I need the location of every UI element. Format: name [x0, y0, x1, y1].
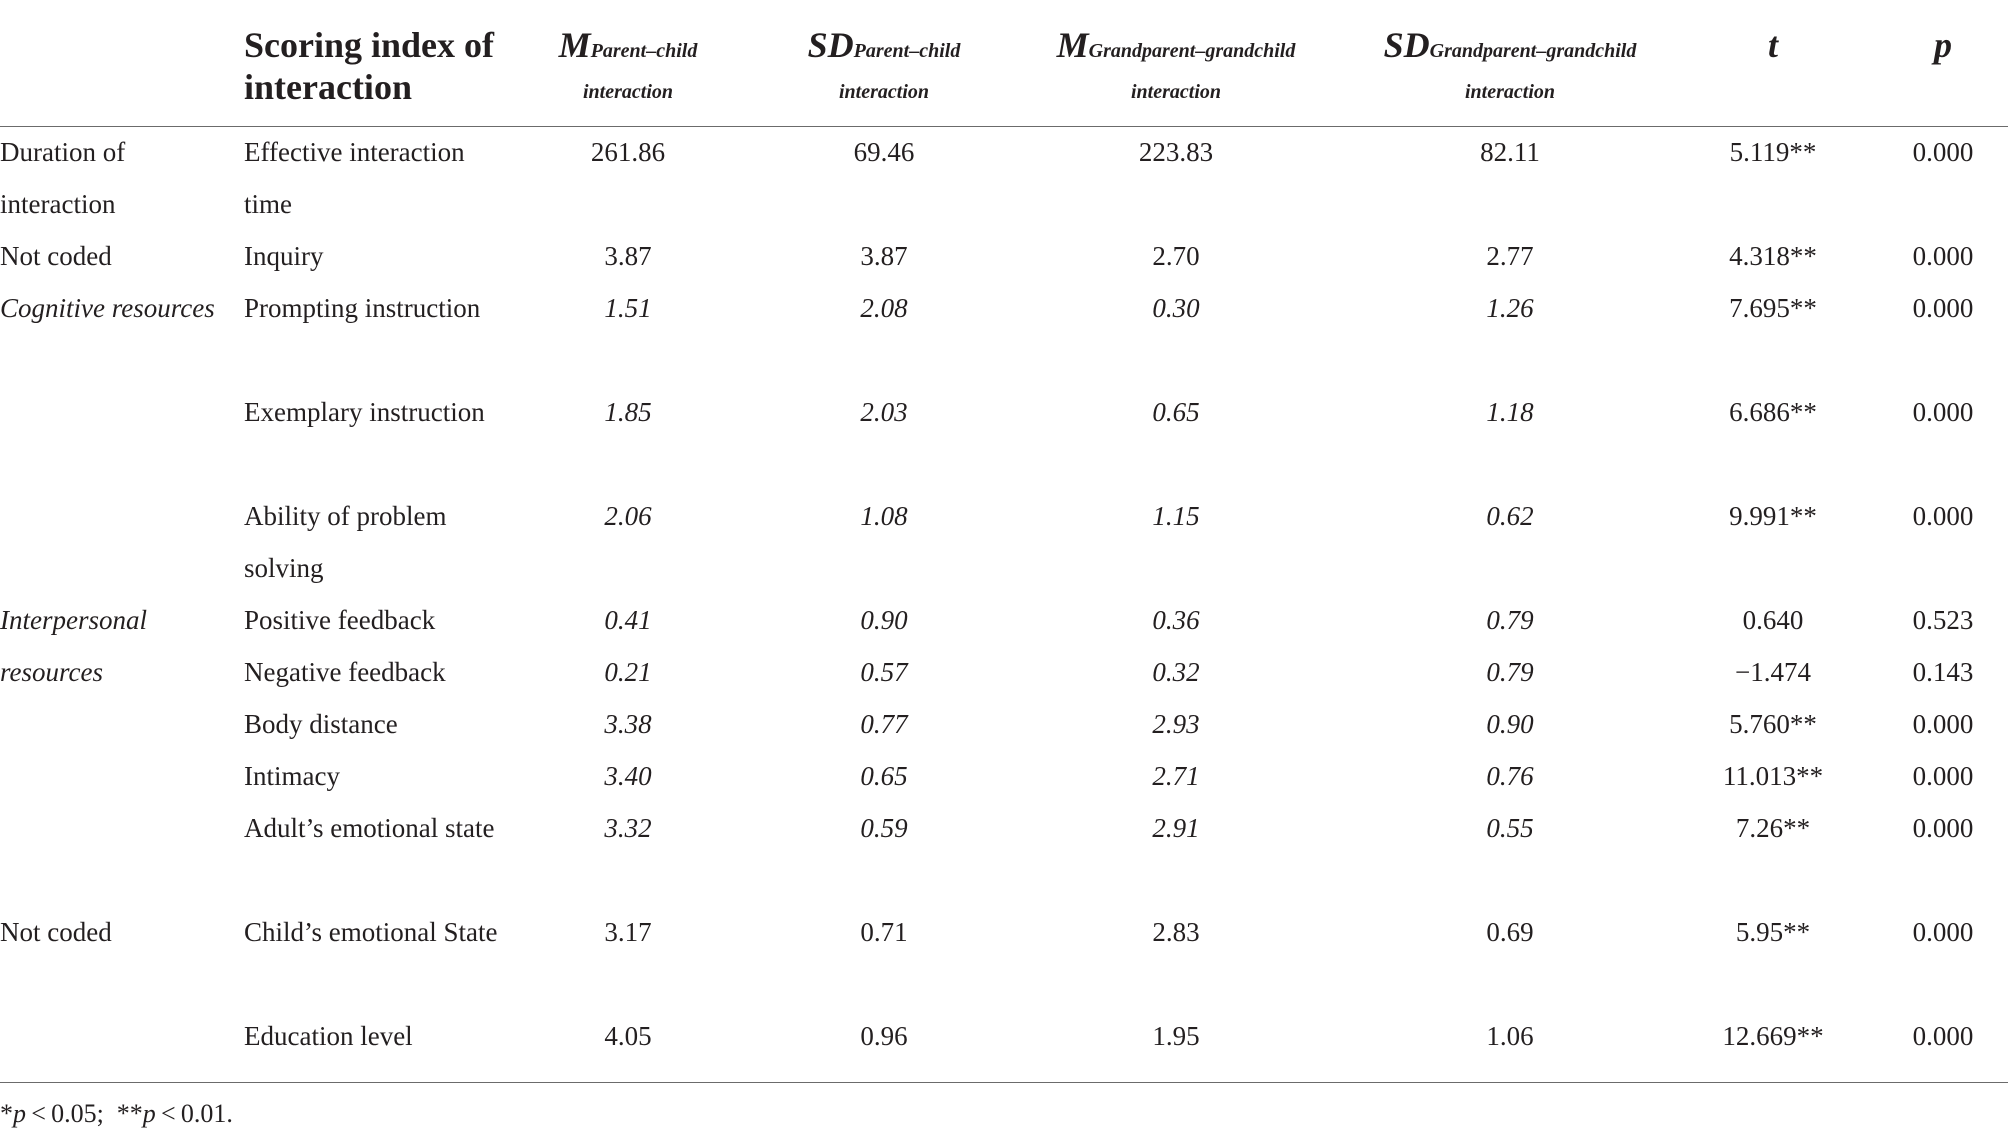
- row-sd-parent: 0.59: [860, 813, 908, 843]
- header-scoring-index: [244, 24, 494, 108]
- row-t-value: 5.760**: [1729, 709, 1817, 739]
- header-sd-parent-sub1: Parent–child: [853, 40, 961, 62]
- header-m-parent-symbol: M: [558, 25, 591, 65]
- header-scoring-index-label: Scoring index of interaction: [244, 25, 495, 107]
- row-p-value: 0.143: [1912, 657, 1974, 687]
- row-t-value: 6.686**: [1729, 397, 1817, 427]
- row-index-label: Exemplary instruction: [244, 397, 485, 427]
- row-sd-grand: 0.69: [1486, 917, 1534, 947]
- row-sd-grand: 82.11: [1480, 137, 1540, 167]
- row-sd-parent: 2.08: [860, 293, 908, 323]
- header-sd-parent-sub2: interaction: [838, 81, 929, 103]
- header-sd-grand-sub1: Grandparent–grandchild: [1429, 40, 1637, 62]
- row-m-parent: 0.41: [604, 605, 652, 635]
- row-index-label: Child’s emotional State: [244, 917, 498, 947]
- table-footnote: [0, 1094, 233, 1134]
- row-index-label: Ability of problem solving: [244, 501, 447, 583]
- row-t-value: 7.26**: [1735, 813, 1811, 843]
- row-category: Cognitive resources: [0, 293, 215, 323]
- row-p-value: 0.000: [1912, 917, 1974, 947]
- row-index-label: Body distance: [244, 709, 398, 739]
- row-p-value: 0.523: [1912, 605, 1974, 635]
- header-sd-parent-child: [784, 22, 984, 104]
- row-t-value: 12.669**: [1722, 1021, 1824, 1051]
- header-p: [1898, 22, 1988, 68]
- row-sd-parent: 0.90: [860, 605, 908, 635]
- row-m-parent: 3.32: [604, 813, 652, 843]
- header-m-grand-sub2: interaction: [1130, 81, 1221, 103]
- row-index-label: Inquiry: [244, 241, 324, 271]
- row-m-grand: 223.83: [1138, 137, 1214, 167]
- row-m-grand: 0.30: [1152, 293, 1200, 323]
- row-t-value: 4.318**: [1729, 241, 1817, 271]
- row-p-value: 0.000: [1912, 397, 1974, 427]
- row-category: Not coded: [0, 917, 112, 947]
- row-m-grand: 0.32: [1152, 657, 1200, 687]
- row-m-parent: 3.87: [604, 241, 652, 271]
- row-sd-parent: 2.03: [860, 397, 908, 427]
- row-index-label: Intimacy: [244, 761, 340, 791]
- row-sd-parent: 0.71: [860, 917, 908, 947]
- row-t-value: −1.474: [1735, 657, 1811, 687]
- header-t: [1688, 22, 1858, 68]
- header-m-grand-sub1: Grandparent–grandchild: [1088, 40, 1296, 62]
- row-category: Interpersonal resources: [0, 605, 147, 687]
- row-index-label: Positive feedback: [244, 605, 436, 635]
- header-m-grandparent: [1036, 22, 1316, 104]
- row-p-value: 0.000: [1912, 137, 1974, 167]
- footnote-threshold-2: < 0.01.: [155, 1099, 233, 1128]
- row-p-value: 0.000: [1912, 813, 1974, 843]
- footnote-threshold-1: < 0.05;: [26, 1099, 104, 1128]
- header-p-symbol: p: [1934, 25, 1952, 65]
- row-category: Not coded: [0, 241, 112, 271]
- header-sd-grand-sub2: interaction: [1464, 81, 1555, 103]
- row-m-parent: 3.38: [604, 709, 652, 739]
- row-m-parent: 1.51: [604, 293, 652, 323]
- row-m-grand: 2.93: [1152, 709, 1200, 739]
- footnote-star-2: **: [116, 1099, 143, 1128]
- table-header: [0, 0, 2008, 127]
- row-t-value: 5.119**: [1729, 137, 1817, 167]
- row-p-value: 0.000: [1912, 293, 1974, 323]
- row-p-value: 0.000: [1912, 501, 1974, 531]
- header-m-parent-sub1: Parent–child: [590, 40, 698, 62]
- row-category: Duration of interaction: [0, 137, 126, 219]
- row-m-parent: 3.17: [604, 917, 652, 947]
- row-t-value: 7.695**: [1729, 293, 1817, 323]
- row-sd-parent: 0.65: [860, 761, 908, 791]
- row-t-value: 9.991**: [1729, 501, 1817, 531]
- row-index-label: Effective interaction time: [244, 137, 465, 219]
- row-sd-parent: 0.77: [860, 709, 908, 739]
- row-t-value: 11.013**: [1722, 761, 1824, 791]
- row-sd-grand: 0.79: [1486, 657, 1534, 687]
- row-m-grand: 0.36: [1152, 605, 1200, 635]
- row-sd-grand: 0.62: [1486, 501, 1534, 531]
- row-m-parent: 4.05: [604, 1021, 652, 1051]
- row-sd-parent: 69.46: [853, 137, 915, 167]
- row-index-label: Education level: [244, 1021, 413, 1051]
- row-sd-grand: 1.18: [1486, 397, 1534, 427]
- row-m-grand: 2.83: [1152, 917, 1200, 947]
- row-sd-grand: 1.26: [1486, 293, 1534, 323]
- row-sd-grand: 1.06: [1486, 1021, 1534, 1051]
- row-m-parent: 3.40: [604, 761, 652, 791]
- row-t-value: 0.640: [1742, 605, 1804, 635]
- row-p-value: 0.000: [1912, 761, 1974, 791]
- row-sd-grand: 0.79: [1486, 605, 1534, 635]
- row-sd-parent: 0.57: [860, 657, 908, 687]
- row-m-grand: 1.95: [1152, 1021, 1200, 1051]
- row-m-grand: 2.71: [1152, 761, 1200, 791]
- row-index-label: Prompting instruction: [244, 293, 481, 323]
- row-m-parent: 0.21: [604, 657, 652, 687]
- table-bottom-rule: [0, 1082, 2008, 1083]
- row-p-value: 0.000: [1912, 241, 1974, 271]
- footnote-p-2: p: [142, 1099, 156, 1128]
- row-sd-grand: 0.90: [1486, 709, 1534, 739]
- footnote-p-1: p: [13, 1099, 26, 1128]
- header-sd-grand-symbol: SD: [1383, 25, 1430, 65]
- header-m-grand-symbol: M: [1056, 25, 1089, 65]
- row-m-grand: 2.91: [1152, 813, 1200, 843]
- row-index-label: Negative feedback: [244, 657, 446, 687]
- footnote-star-1: *: [0, 1099, 13, 1128]
- header-m-parent-sub2: interaction: [582, 81, 673, 103]
- row-sd-grand: 0.55: [1486, 813, 1534, 843]
- row-m-grand: 1.15: [1152, 501, 1200, 531]
- row-m-parent: 2.06: [604, 501, 652, 531]
- row-sd-parent: 1.08: [860, 501, 908, 531]
- row-index-label: Adult’s emotional state: [244, 813, 495, 843]
- row-sd-parent: 3.87: [860, 241, 908, 271]
- row-m-grand: 2.70: [1152, 241, 1200, 271]
- row-m-grand: 0.65: [1152, 397, 1200, 427]
- row-p-value: 0.000: [1912, 1021, 1974, 1051]
- header-sd-parent-symbol: SD: [807, 25, 854, 65]
- header-sd-grandparent: [1364, 22, 1656, 104]
- header-m-parent-child: [528, 22, 728, 104]
- row-p-value: 0.000: [1912, 709, 1974, 739]
- row-m-parent: 1.85: [604, 397, 652, 427]
- row-sd-parent: 0.96: [860, 1021, 908, 1051]
- header-t-symbol: t: [1767, 25, 1778, 65]
- row-m-parent: 261.86: [590, 137, 666, 167]
- row-t-value: 5.95**: [1735, 917, 1811, 947]
- row-sd-grand: 2.77: [1486, 241, 1534, 271]
- row-sd-grand: 0.76: [1486, 761, 1534, 791]
